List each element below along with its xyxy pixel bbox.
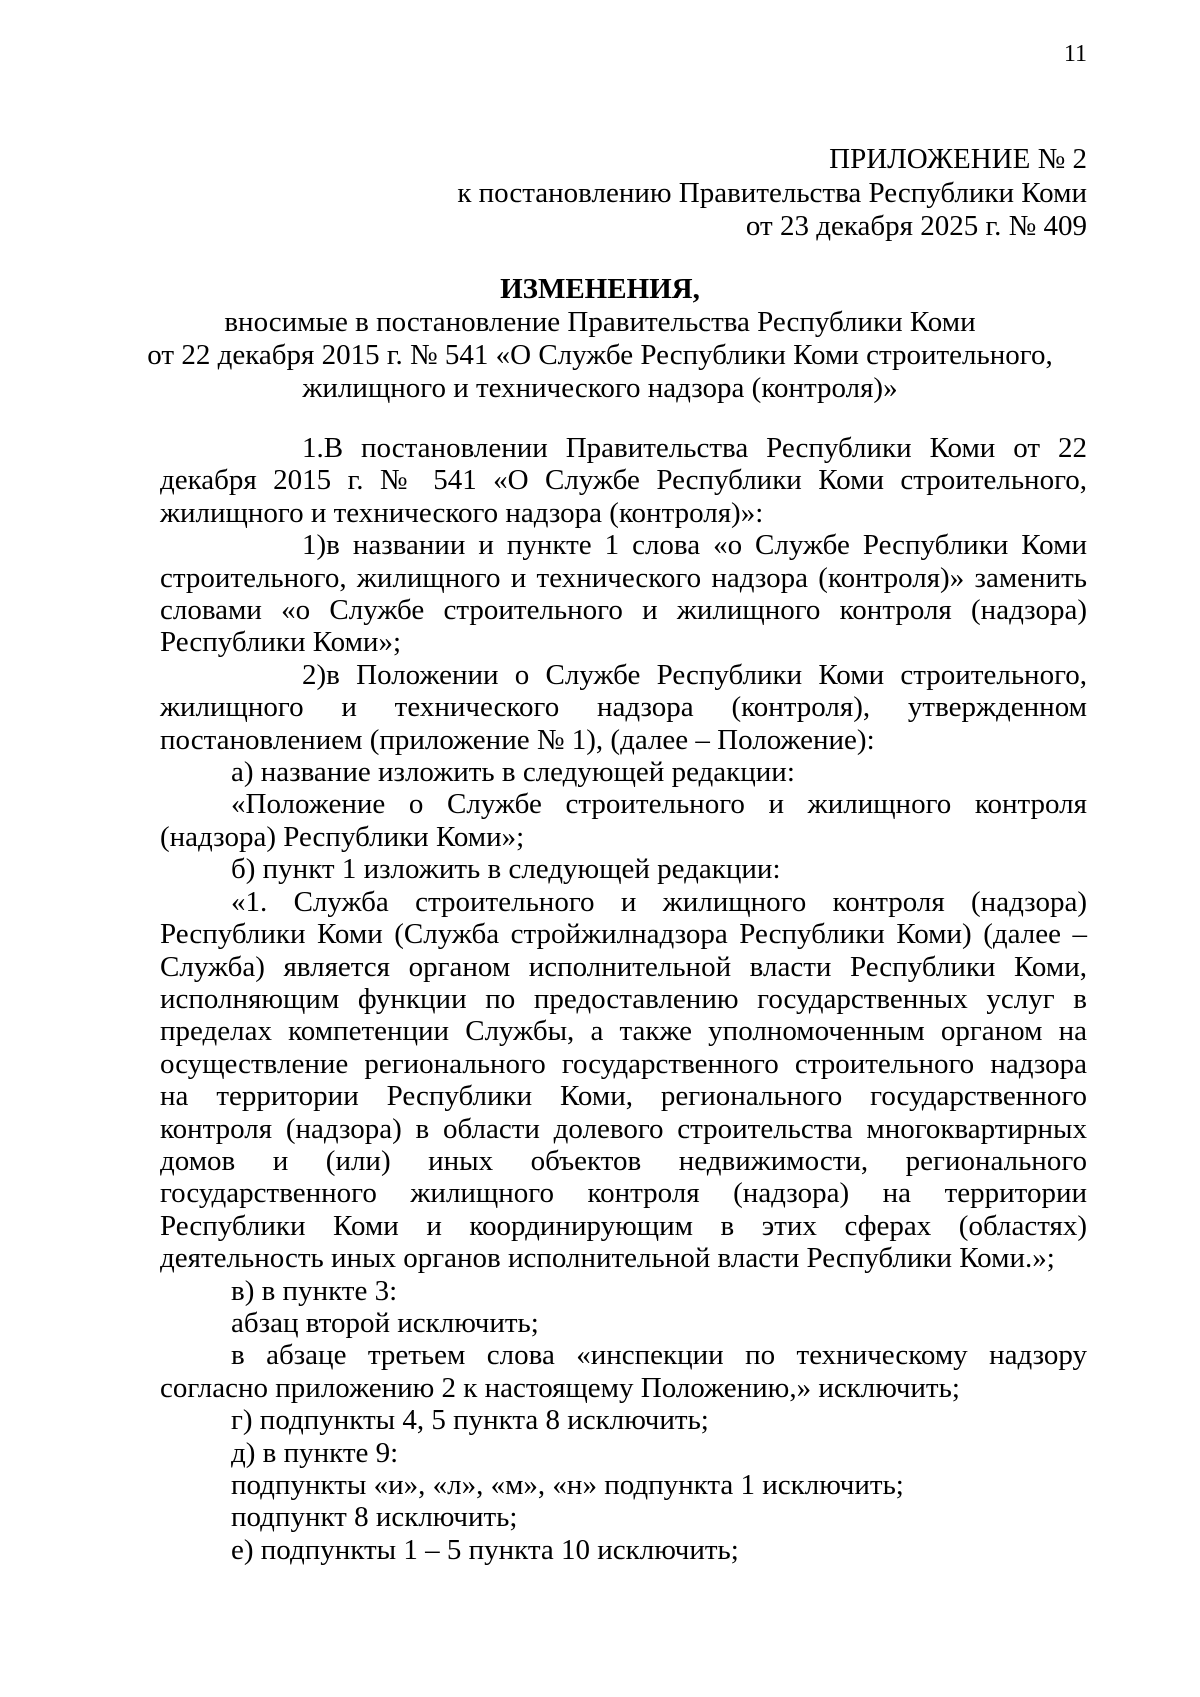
paragraph [160, 529, 1087, 659]
paragraph: подпункты «и», «л», «м», «н» подпункта 1 исключить; [231, 1469, 904, 1501]
annex-header [457, 143, 1087, 244]
annex-reference: к постановлению Правительства Республики Коми [457, 176, 1087, 209]
paragraph: е) подпункты 1 – 5 пункта 10 исключить; [231, 1533, 739, 1566]
paragraph-text: в названии и пункте 1 слова «о Службе Республики Коми строительного, жилищного и технического надзора (контроля)» заменить словами «о Службе строительного и жилищного контроля (надзора) Республики Коми»; [160, 529, 1087, 659]
paragraph: а) название изложить в следующей редакции: [231, 756, 795, 789]
paragraph: «1. Служба строительного и жилищного контроля (надзора) Республики Коми (Служба стройжилнадзора Республики Коми) (далее – Служба) является органом исполнительной власти Республики Коми, исполняющим функции по предоставлению государственных услуг в пределах компетенции Службы, а также уполномоченным органом на осуществление регионального государственного строительного надзора на территории Республики Коми, регионального государственного контроля (надзора) в области долевого строительства многоквартирных домов и (или) иных объектов недвижимости, регионального государственного жилищного контроля (надзора) на территории Республики Коми и координирующим в этих сферах (областях) деятельность иных органов исполнительной власти Республики Коми.»; [160, 885, 1087, 1275]
document-title [0, 273, 1200, 405]
paragraph-number: 1) [302, 529, 327, 562]
title-line: вносимые в постановление Правительства Республики Коми [224, 306, 976, 338]
paragraph: д) в пункте 9: [231, 1436, 399, 1469]
paragraph: б) пункт 1 изложить в следующей редакции: [231, 853, 781, 886]
annex-title: ПРИЛОЖЕНИЕ № 2 [829, 143, 1087, 175]
paragraph: в) в пункте 3: [231, 1274, 398, 1307]
annex-date: от 23 декабря 2025 г. № 409 [745, 210, 1087, 242]
paragraph-number: 2) [302, 658, 327, 691]
paragraph [160, 432, 1087, 529]
paragraph: г) подпункты 4, 5 пункта 8 исключить; [231, 1404, 709, 1437]
paragraph-text: в Положении о Службе Республики Коми строительного, жилищного и технического надзора (контроля), утвержденном постановлением (приложение № 1), (далее – Положение): [160, 658, 1087, 756]
paragraph: абзац второй исключить; [231, 1306, 539, 1339]
title-line: от 22 декабря 2015 г. № 541 «О Службе Республики Коми строительного, [147, 339, 1053, 371]
page-number: 11 [1063, 41, 1087, 67]
title-heading: ИЗМЕНЕНИЯ, [500, 273, 700, 305]
title-line: жилищного и технического надзора (контроля)» [302, 372, 898, 404]
paragraph: «Положение о Службе строительного и жилищного контроля (надзора) Республики Коми»; [160, 788, 1087, 853]
paragraph-number: 1. [302, 432, 324, 464]
document-body [160, 432, 1087, 1566]
paragraph [160, 659, 1087, 756]
paragraph-text: В постановлении Правительства Республики Коми от 22 декабря 2015 г. № 541 «О Службе Республики Коми строительного, жилищного и технического надзора (контроля)»: [160, 432, 1087, 529]
paragraph: подпункт 8 исключить; [231, 1501, 518, 1534]
paragraph: в абзаце третьем слова «инспекции по техническому надзору согласно приложению 2 к настоящему Положению,» исключить; [160, 1339, 1087, 1404]
